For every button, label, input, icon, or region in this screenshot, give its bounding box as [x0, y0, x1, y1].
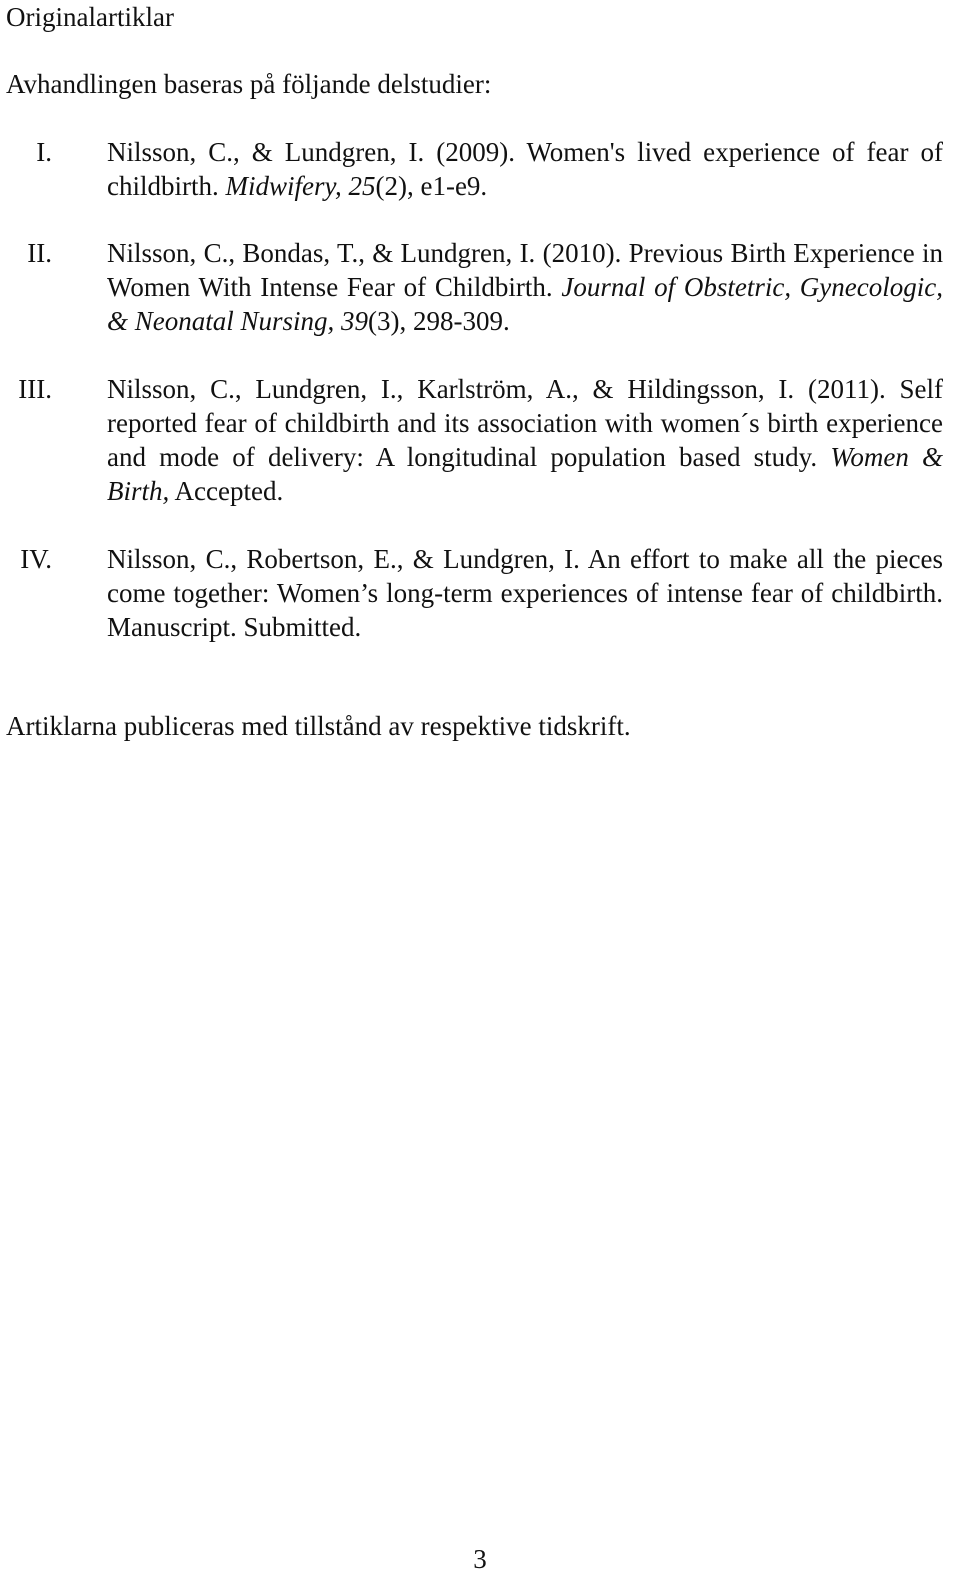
- reference-number: IV.: [20, 544, 52, 574]
- reference-text: [107, 542, 943, 644]
- reference-number: I.: [36, 137, 52, 167]
- reference-text-end: (3), 298-309.: [368, 306, 510, 336]
- reference-text: [107, 135, 943, 203]
- reference-journal-italic: Journal of Obstetric, Gynecologic, & Neonatal Nursing, 39: [107, 272, 943, 336]
- reference-journal-italic: Midwifery, 25: [225, 171, 376, 201]
- reference-number: III.: [18, 374, 52, 404]
- reference-number: II.: [27, 238, 52, 268]
- reference-text-end: Accepted.: [169, 476, 284, 506]
- intro-text: Avhandlingen baseras på följande delstudier:: [6, 69, 492, 99]
- reference-text: [107, 236, 943, 338]
- reference-journal-italic: Women & Birth,: [107, 442, 943, 506]
- section-heading: Originalartiklar: [6, 2, 174, 32]
- reference-text: [107, 372, 943, 508]
- page-number: 3: [473, 1544, 487, 1574]
- reference-text-plain: Nilsson, C., Lundgren, I., Karlström, A., & Hildingsson, I. (2011). Self reported fear of childbirth and its association with women´s birth experience and mode of delivery: A longitudinal population based study.: [107, 374, 943, 472]
- reference-text-plain: Nilsson, C., Bondas, T., & Lundgren, I. (2010). Previous Birth Experience in Women With Intense Fear of Childbirth.: [107, 238, 943, 302]
- reference-text-end: (2), e1-e9.: [375, 171, 488, 201]
- reference-text-plain: Nilsson, C., & Lundgren, I. (2009). Women's lived experience of fear of childbirth.: [107, 137, 943, 201]
- reference-text-plain: Nilsson, C., Robertson, E., & Lundgren, I. An effort to make all the pieces come together: Women’s long-term experiences of intense fear of childbirth. Manuscript. Submitted.: [107, 544, 943, 642]
- permission-note: Artiklarna publiceras med tillstånd av respektive tidskrift.: [6, 711, 631, 741]
